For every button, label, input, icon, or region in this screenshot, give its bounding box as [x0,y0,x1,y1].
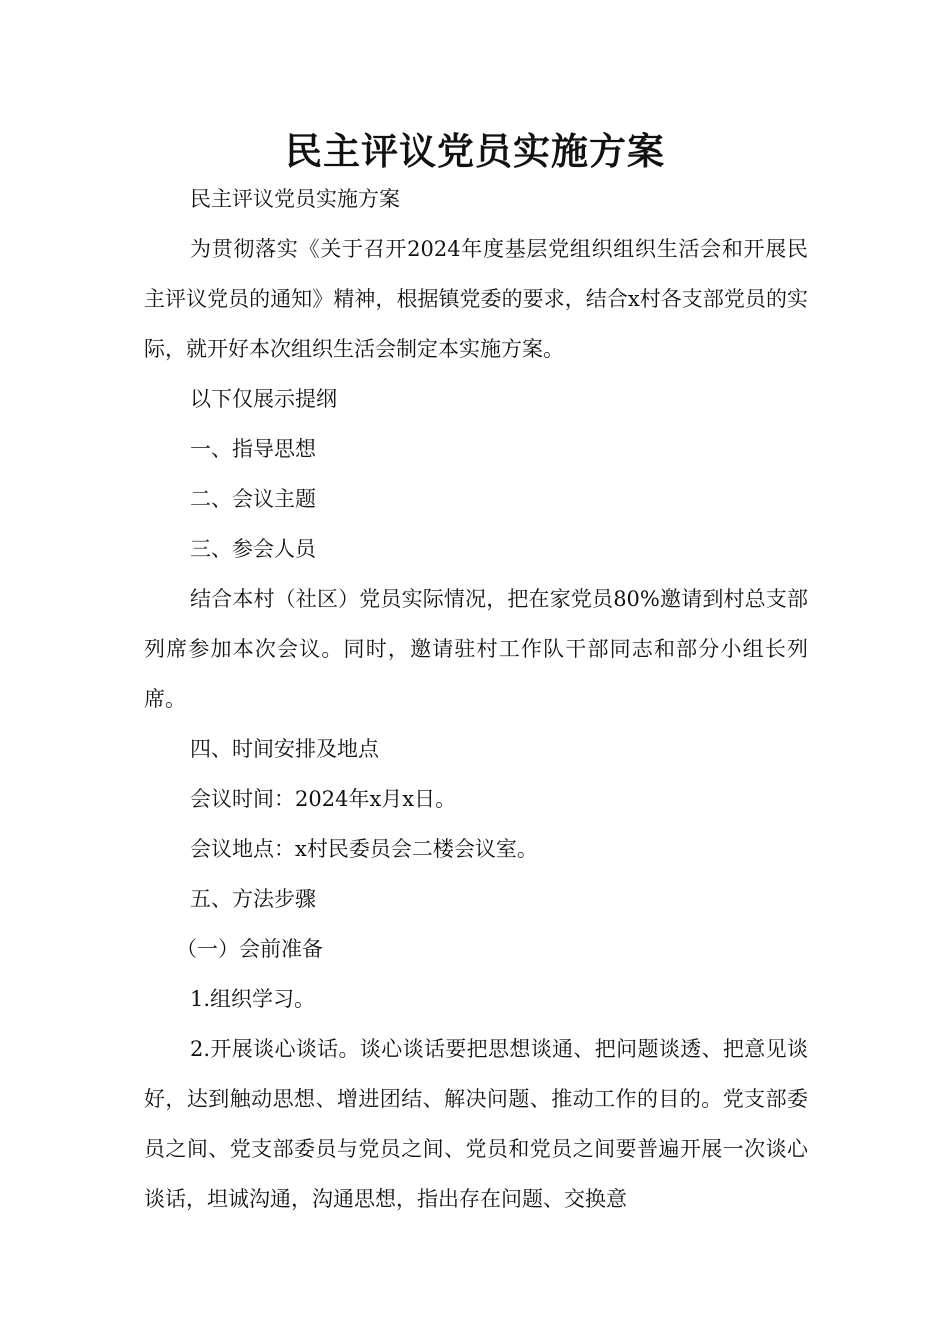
paragraph-outline-note: 以下仅展示提纲 [190,387,337,411]
section-heading-schedule-location: 四、时间安排及地点 [190,737,379,761]
paragraph-meeting-location: 会议地点：x村民委员会二楼会议室。 [190,837,538,861]
section-heading-meeting-theme: 二、会议主题 [190,487,316,511]
paragraph-meeting-time: 会议时间：2024年x月x日。 [190,787,457,811]
paragraph-intro: 为贯彻落实《关于召开2024年度基层党组织组织生活会和开展民主评议党员的通知》精神，根据镇党委的要求，结合x村各支部党员的实际，就开好本次组织生活会制定本实施方案。 [144,237,808,361]
list-item-heart-to-heart-talks: 2.开展谈心谈话。谈心谈话要把思想谈通、把问题谈透、把意见谈好，达到触动思想、增进团结、解决问题、推动工作的目的。党支部委员之间、党支部委员与党员之间、党员和党员之间要普遍开展一次谈心谈话，坦诚沟通，沟通思想，指出存在问题、交换意 [144,1037,808,1211]
section-heading-guiding-ideology: 一、指导思想 [190,437,316,461]
document-body [144,174,808,1224]
document-title: 民主评议党员实施方案 [285,130,665,173]
paragraph-attendees: 结合本村（社区）党员实际情况，把在家党员80%邀请到村总支部列席参加本次会议。同时，邀请驻村工作队干部同志和部分小组长列席。 [144,587,808,711]
section-heading-methods-steps: 五、方法步骤 [190,887,316,911]
section-heading-attendees: 三、参会人员 [190,537,316,561]
list-item-study: 1.组织学习。 [190,987,316,1011]
paragraph-subtitle: 民主评议党员实施方案 [190,187,400,211]
subsection-heading-preparation: （一）会前准备 [176,937,323,961]
